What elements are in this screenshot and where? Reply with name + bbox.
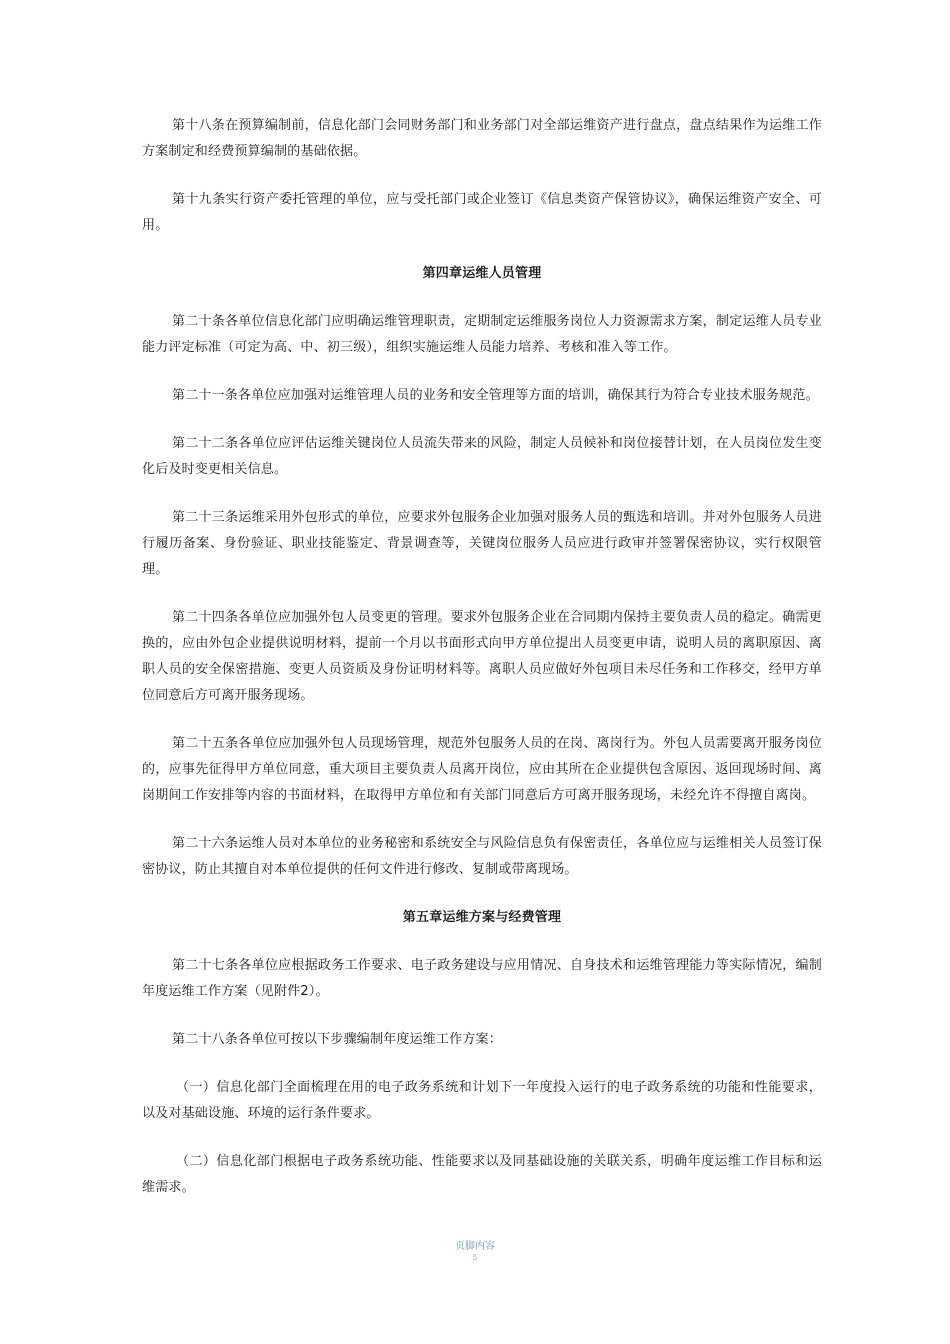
article-paragraph: 第二十三条运维采用外包形式的单位，应要求外包服务企业加强对服务人员的甄选和培训。并对外包服务人员进行履历备案、身份验证、职业技能鉴定、背景调查等，关键岗位服务人员应进行政审并签署保密协议，实行权限管理。 (142, 510, 822, 577)
article-paragraph: 第二十七条各单位应根据政务工作要求、电子政务建设与应用情况、自身技术和运维管理能力等实际情况，编制年度运维工作方案（见附件2）。 (142, 958, 822, 999)
article-paragraph: 第二十一条各单位应加强对运维管理人员的业务和安全管理等方面的培训，确保其行为符合专业技术服务规范。 (172, 388, 819, 403)
article-paragraph: 第二十六条运维人员对本单位的业务秘密和系统安全与风险信息负有保密责任，各单位应与运维相关人员签订保密协议，防止其擅自对本单位提供的任何文件进行修改、复制或带离现场。 (142, 836, 822, 877)
footer-text: 页脚内容 (455, 1241, 495, 1252)
article-paragraph: 第二十五条各单位应加强外包人员现场管理，规范外包服务人员的在岗、离岗行为。外包人员需要离开服务岗位的，应事先征得甲方单位同意，重大项目主要负责人员离开岗位，应由其所在企业提供包含原因、返回现场时间、离岗期间工作安排等内容的书面材料，在取得甲方单位和有关部门同意后方可离开服务现场，未经允许不得擅自离岗。 (142, 736, 822, 803)
article-paragraph: 第二十八条各单位可按以下步骤编制年度运维工作方案： (172, 1032, 503, 1047)
list-item-paragraph: （二）信息化部门根据电子政务系统功能、性能要求以及同基础设施的关联关系，明确年度运维工作目标和运维需求。 (142, 1154, 822, 1195)
article-paragraph: 第二十四条各单位应加强外包人员变更的管理。要求外包服务企业在合同期内保持主要负责人员的稳定。确需更换的，应由外包企业提供说明材料，提前一个月以书面形式向甲方单位提出人员变更申请，说明人员的离职原因、离职人员的安全保密措施、变更人员资质及身份证明材料等。离职人员应做好外包项目未尽任务和工作移交，经甲方单位同意后方可离开服务现场。 (142, 610, 822, 703)
article-paragraph: 第二十二条各单位应评估运维关键岗位人员流失带来的风险，制定人员候补和岗位接替计划，在人员岗位发生变化后及时变更相关信息。 (142, 436, 822, 477)
chapter-heading: 第五章运维方案与经费管理 (402, 910, 562, 925)
page-number: 5 (472, 1254, 478, 1262)
article-paragraph: 第十九条实行资产委托管理的单位，应与受托部门或企业签订《信息类资产保管协议》，确保运维资产安全、可用。 (142, 192, 822, 233)
page-footer (0, 1240, 950, 1263)
article-paragraph: 第二十条各单位信息化部门应明确运维管理职责，定期制定运维服务岗位人力资源需求方案，制定运维人员专业能力评定标准（可定为高、中、初三级），组织实施运维人员能力培养、考核和准入等工作。 (142, 314, 822, 355)
list-item-paragraph: （一）信息化部门全面梳理在用的电子政务系统和计划下一年度投入运行的电子政务系统的功能和性能要求，以及对基础设施、环境的运行条件要求。 (142, 1080, 822, 1121)
document-body (142, 113, 822, 1223)
chapter-heading: 第四章运维人员管理 (422, 266, 542, 281)
article-paragraph: 第十八条在预算编制前，信息化部门会同财务部门和业务部门对全部运维资产进行盘点，盘点结果作为运维工作方案制定和经费预算编制的基础依据。 (142, 118, 822, 159)
